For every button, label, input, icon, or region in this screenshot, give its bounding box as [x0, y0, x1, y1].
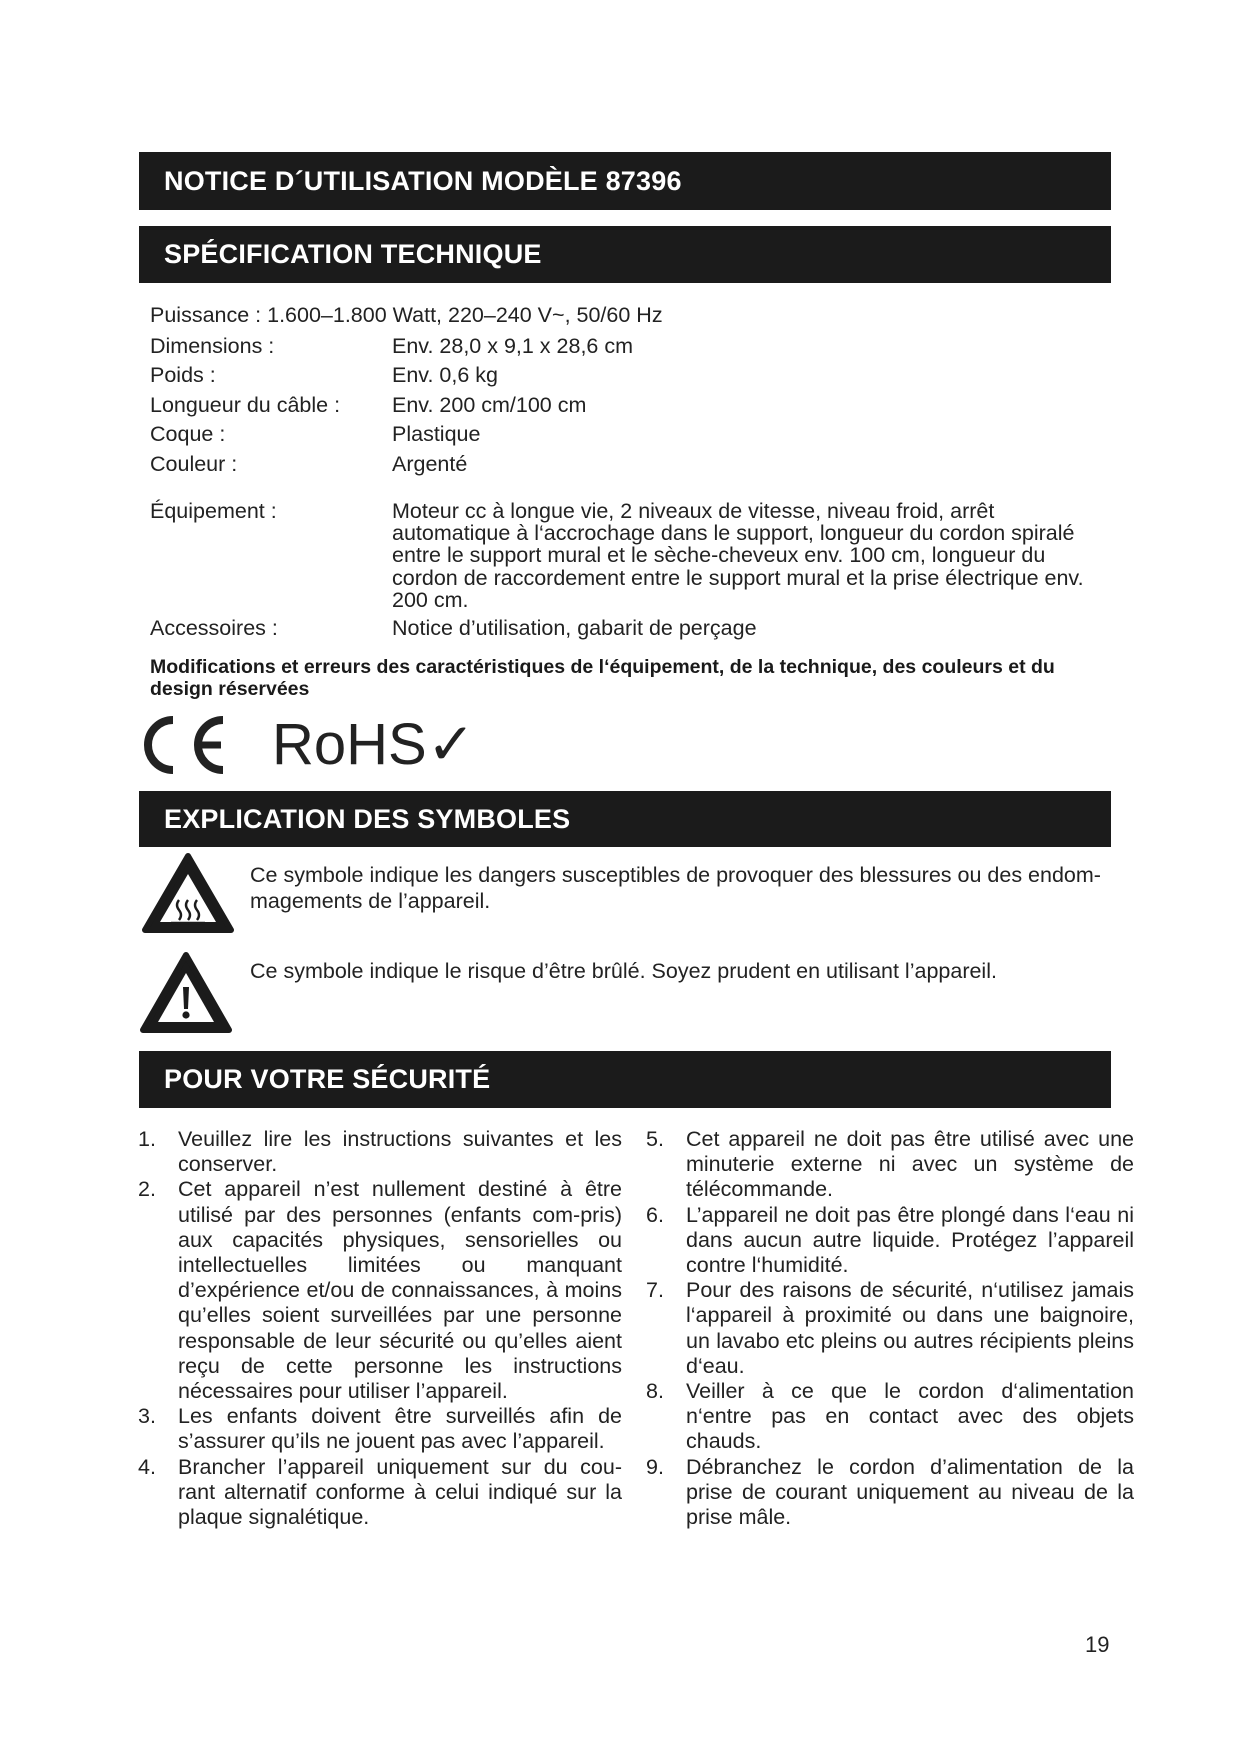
- spec-label: Longueur du câble :: [150, 393, 341, 417]
- list-item-number: 3.: [138, 1404, 156, 1429]
- list-item: [138, 1127, 622, 1177]
- spec-value: Notice d’utilisation, gabarit de perçage: [392, 616, 757, 640]
- list-item-number: 9.: [646, 1454, 664, 1479]
- spec-section-header: [139, 226, 1111, 283]
- manual-title: NOTICE D´UTILISATION MODÈLE 87396: [164, 165, 682, 196]
- spec-reserved-note: Modifications et erreurs des caractéristiques de l‘équipement, de la technique, des couleurs et du design réservées: [150, 656, 1055, 700]
- spec-value: Env. 28,0 x 9,1 x 28,6 cm: [392, 334, 634, 358]
- manual-title-bar: [139, 152, 1111, 210]
- spec-value: Plastique: [392, 422, 481, 446]
- spec-power-text: Puissance : 1.600–1.800 Watt, 220–240 V~, 50/60 Hz: [150, 303, 663, 327]
- list-item-text: Les enfants doivent être surveillés afin de s’assurer qu’ils ne jouent pas avec l’appareil.: [178, 1404, 622, 1454]
- list-item-text: Cet appareil n’est nullement destiné à être utilisé par des personnes (enfants com-pris) aux capacités physiques, sensorielles ou intellectuelles limitées ou manquant d’expérience et/ou de connaissances, à moins qu’elles soient surveillées par une personne responsable de leur sécurité ou qu’elles aient reçu de cette personne les instructions nécessaires pour utiliser l’appareil.: [178, 1177, 622, 1404]
- list-item: [646, 1455, 1134, 1531]
- list-item-number: 4.: [138, 1454, 156, 1479]
- list-item-number: 5.: [646, 1127, 664, 1151]
- list-item-text: Veuillez lire les instructions suivantes et les conserver.: [178, 1127, 622, 1177]
- ce-mark-icon: [137, 712, 229, 778]
- list-item: [646, 1203, 1134, 1279]
- list-item-text: Débranchez le cordon d’alimentation de la prise de courant uniquement au niveau de la prise mâle.: [686, 1454, 1134, 1530]
- spec-equipment-value: Moteur cc à longue vie, 2 niveaux de vitesse, niveau froid, arrêt automatique à l‘accrochage dans le support, longueur du cordon spiralé entre le support mural et le sèche-cheveux env. 100 cm, longueur du cordon de raccordement entre le support mural et la prise électrique env. 200 cm.: [392, 499, 1084, 612]
- spec-label: Coque :: [150, 422, 226, 446]
- list-item: [138, 1404, 622, 1454]
- spec-label: Équipement :: [150, 499, 277, 523]
- list-item-text: Cet appareil ne doit pas être utilisé avec une minuterie externe ni avec un système de télécommande.: [686, 1127, 1134, 1202]
- page-number: 19: [1085, 1632, 1110, 1657]
- rohs-mark: RoHS✓: [272, 712, 476, 777]
- list-item-number: 8.: [646, 1379, 664, 1404]
- list-item-number: 6.: [646, 1202, 664, 1227]
- list-item-text: L’appareil ne doit pas être plongé dans l‘eau ni dans aucun autre liquide. Protégez l’appareil contre l‘humidité.: [686, 1202, 1134, 1278]
- list-item: [646, 1379, 1134, 1455]
- spec-label: Poids :: [150, 363, 216, 387]
- spec-label: Dimensions :: [150, 334, 275, 358]
- list-item-number: 1.: [138, 1127, 156, 1151]
- list-item-number: 2.: [138, 1177, 156, 1202]
- spec-value: Argenté: [392, 452, 468, 476]
- list-item-number: 7.: [646, 1278, 664, 1303]
- list-item: [138, 1455, 622, 1531]
- spec-section-title: SPÉCIFICATION TECHNIQUE: [164, 239, 542, 269]
- list-item: [646, 1127, 1134, 1203]
- list-item-text: Pour des raisons de sécurité, n‘utilisez jamais l‘appareil à proximité ou dans une baignoire, un lavabo etc pleins ou autres récipients pleins d‘eau.: [686, 1278, 1134, 1378]
- list-item-text: Veiller à ce que le cordon d‘alimentation n‘entre pas en contact avec des objets chauds.: [686, 1379, 1134, 1454]
- spec-label: Couleur :: [150, 452, 238, 476]
- symbol-description: Ce symbole indique les dangers susceptibles de provoquer des blessures ou des endom-magements de l’appareil.: [250, 863, 1101, 913]
- safety-list-right: [646, 1127, 1134, 1530]
- list-item: [138, 1177, 622, 1404]
- symbol-description: Ce symbole indique le risque d’être brûlé. Soyez prudent en utilisant l’appareil.: [250, 959, 997, 983]
- spec-value: Env. 0,6 kg: [392, 363, 498, 387]
- hot-surface-warning-icon: [141, 852, 235, 935]
- list-item-text: Brancher l’appareil uniquement sur du cou-rant alternatif conforme à celui indiqué sur la plaque signalétique.: [178, 1454, 622, 1530]
- list-item: [646, 1278, 1134, 1379]
- spec-value: Env. 200 cm/100 cm: [392, 393, 587, 417]
- safety-list-left: [138, 1127, 622, 1530]
- safety-section-title: POUR VOTRE SÉCURITÉ: [164, 1064, 491, 1094]
- general-warning-icon: [139, 951, 233, 1035]
- symbols-section-header: [139, 791, 1111, 847]
- safety-section-header: [139, 1051, 1111, 1108]
- symbols-section-title: EXPLICATION DES SYMBOLES: [164, 803, 571, 834]
- spec-label: Accessoires :: [150, 616, 278, 640]
